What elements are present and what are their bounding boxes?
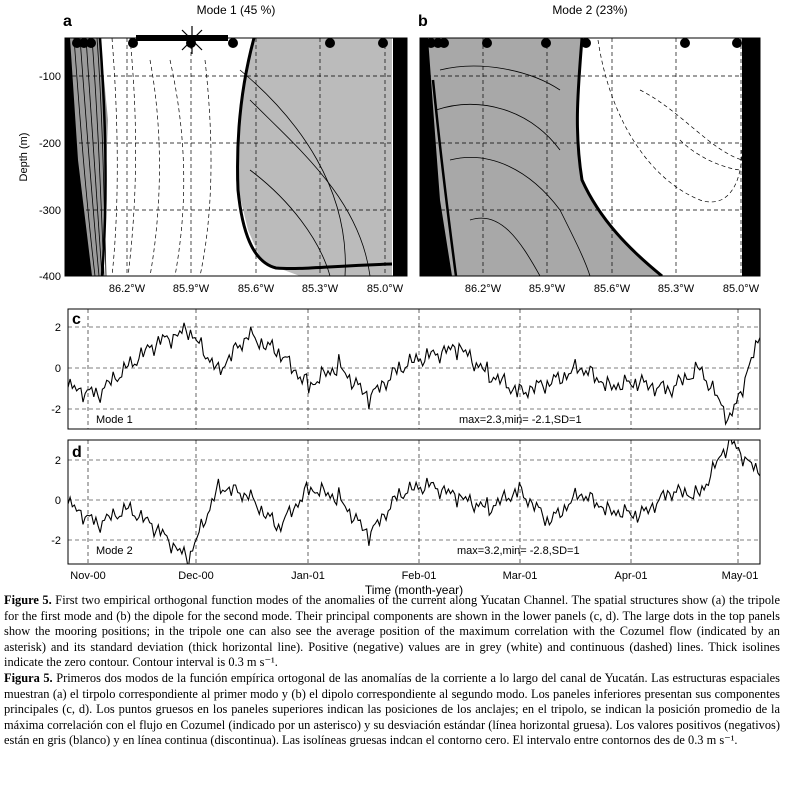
month-tick-label: May-01 [721,570,759,582]
caption-es-text: Primeros dos modos de la función empírica ortogonal de las anomalías de la corriente a lo largo del canal de Yucatán. Las estructuras espaciales muestran (a) el tirpolo correspondiente al primer modo y (b) el dipolo correspondiente al segundo modo. Los paneles inferiores presentan sus componentes principales (c, d). Los puntos gruesos en los paneles superiores indican las posiciones de los anclajes; en el tripolo, se indican la posición promedio de la máxima correlación con el flujo en Cozumel (indicado por un asterisco) y su desviación estándar (línea horizontal gruesa). Los valores positivos (negativos) están en gris (blanco) y en línea continua (discontinua). Las isolíneas gruesas indcan el contorno cero. El intervalo entre contornos des de 0.3 m s⁻¹. [4,670,780,748]
panel-b-title: Mode 2 (23%) [552,3,628,17]
month-tick-label: Nov-00 [70,570,106,582]
mooring-dot [86,38,96,48]
y-tick-label: -400 [38,271,61,283]
mooring-dot [128,38,138,48]
mooring-dot [541,38,551,48]
y-tick-label: -200 [38,138,61,150]
mooring-dot [228,38,238,48]
x-tick-label: 85.6°W [237,283,275,295]
y-tick-label: 2 [54,455,61,467]
panel-a-xticks [109,283,404,295]
panel-c-mode-label: Mode 1 [96,414,133,426]
time-axis-label: Time (month-year) [364,583,464,597]
panel-d-mode-label: Mode 2 [96,545,133,557]
mooring-dot [732,38,742,48]
panel-c-stats: max=2.3,min= -2.1,SD=1 [459,414,582,426]
y-tick-label: -2 [51,535,61,547]
panel-c [51,309,760,429]
panel-a-ylabel: Depth (m) [18,132,30,182]
panel-d [51,433,760,568]
mooring-dot [482,38,492,48]
month-tick-label: Dec-00 [178,570,214,582]
caption-en-label: Figure 5. [4,593,52,607]
panel-a [18,3,407,295]
mooring-dot [186,38,196,48]
panel-d-stats: max=3.2,min= -2.8,SD=1 [457,545,580,557]
x-tick-label: 85.0°W [722,283,760,295]
x-tick-label: 85.3°W [657,283,695,295]
panel-d-yticks [51,455,61,547]
x-tick-label: 86.2°W [464,283,502,295]
y-tick-label: -300 [38,205,61,217]
x-tick-label: 85.6°W [593,283,631,295]
y-tick-label: 2 [54,322,61,334]
panel-c-yticks [51,322,61,416]
mooring-dot [581,38,591,48]
panel-c-letter: c [72,311,81,328]
month-tick-label: Feb-01 [401,570,437,582]
panel-b-letter: b [418,13,428,30]
mooring-dot [439,38,449,48]
caption-english [4,593,780,671]
panel-a-land-east [393,38,407,276]
panel-b-land-east [742,38,760,276]
month-tick-label: Apr-01 [614,570,648,582]
panel-a-yticks [39,71,61,283]
panel-a-title: Mode 1 (45 %) [196,3,276,17]
x-tick-label: 85.0°W [366,283,404,295]
y-tick-label: 0 [54,363,61,375]
mooring-dot [325,38,335,48]
panel-a-letter: a [63,13,72,30]
caption-spanish [4,671,780,749]
x-tick-label: 85.9°W [172,283,210,295]
mooring-dot [680,38,690,48]
month-tick-label: Jan-01 [291,570,325,582]
panel-b-xticks [465,283,760,295]
mooring-dot [378,38,388,48]
caption-es-label: Figura 5. [4,670,53,685]
x-tick-label: 85.9°W [528,283,566,295]
y-tick-label: -100 [38,71,61,83]
x-tick-label: 86.2°W [108,283,146,295]
y-tick-label: -2 [51,404,61,416]
figure-caption [4,593,780,749]
panel-d-letter: d [72,444,82,461]
y-tick-label: 0 [54,495,61,507]
caption-en-text: First two empirical orthogonal function modes of the anomalies of the current along Yucatan Channel. The spatial structures show (a) the tripole for the first mode and (b) the dipole for the second mode. Their principal components are shown in the lower panels (c, d). The large dots in the top panels show the mooring positions; in the tripole one can also see the average position of the maximum correlation with the Cozumel flow (indicated by an asterisk) and its standard deviation (thick horizontal line). Positive (negative) values are in grey (white) and continuous (dashed) lines. Thick isolines indicate the zero contour. Contour interval is 0.3 m s⁻¹. [4,593,780,670]
x-tick-label: 85.3°W [301,283,339,295]
month-tick-label: Mar-01 [502,570,538,582]
panel-b [418,3,760,295]
